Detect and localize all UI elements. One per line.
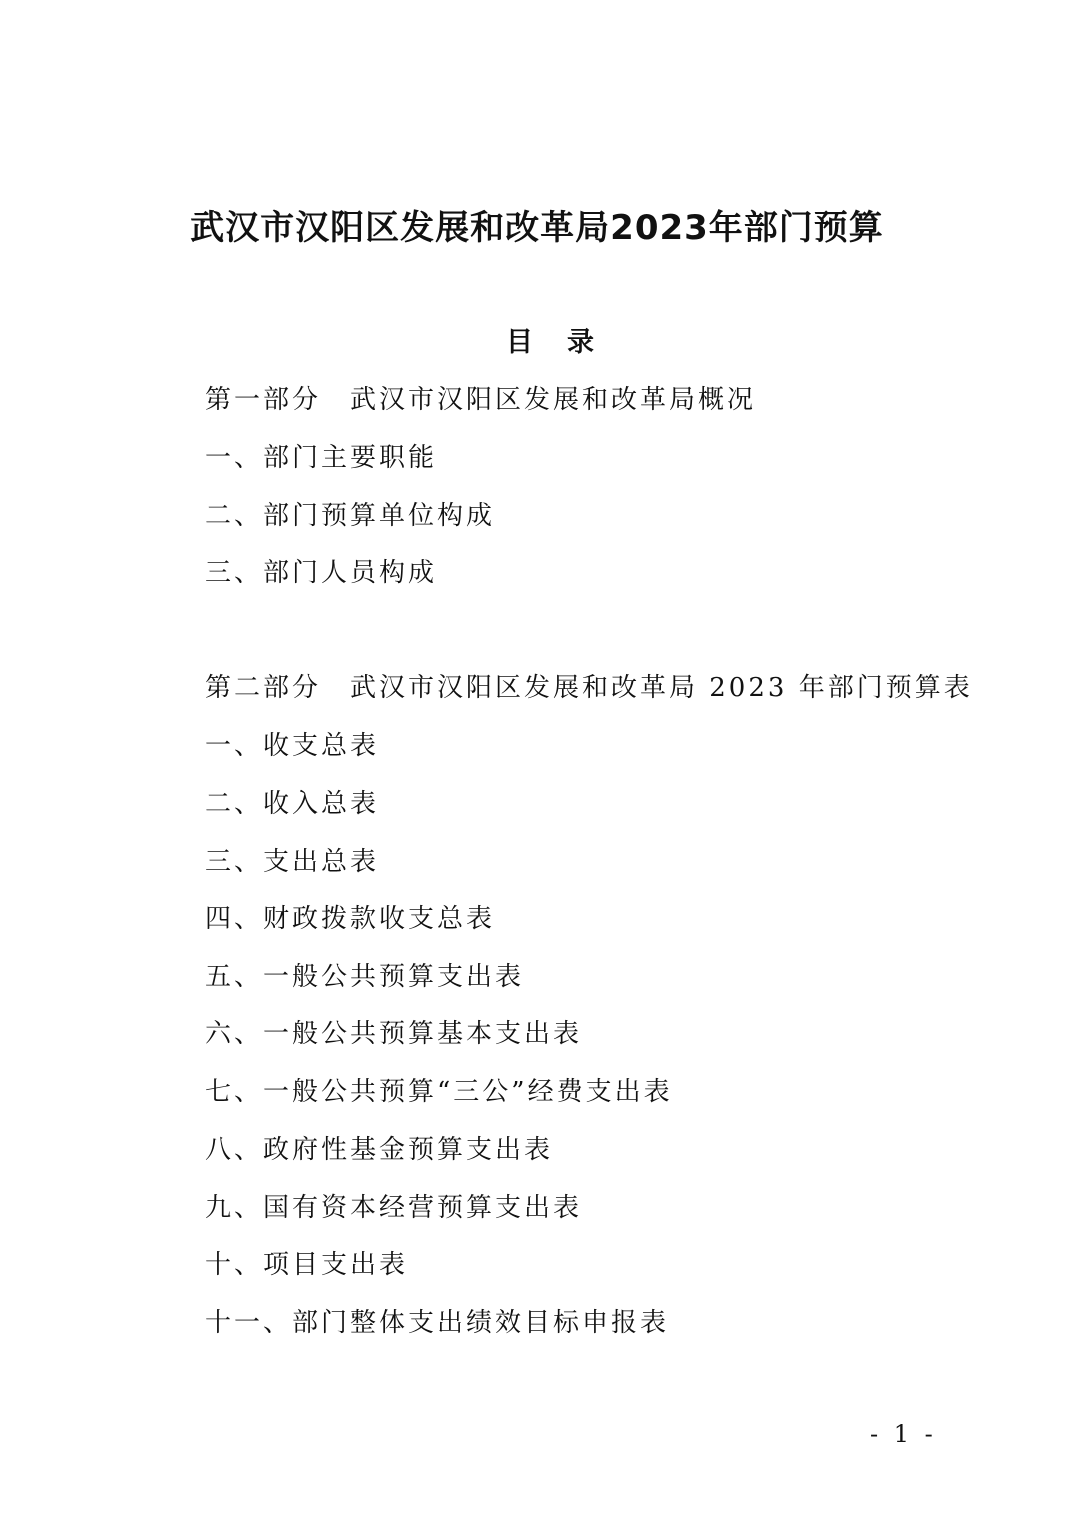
part2-item: 九、国有资本经营预算支出表 [205,1193,583,1223]
toc-heading [0,323,1074,363]
part2-item: 三、支出总表 [205,847,380,877]
toc-heading-char-2: 录 [567,327,594,358]
part2-item: 七、一般公共预算“三公”经费支出表 [205,1077,673,1107]
part2-item: 六、一般公共预算基本支出表 [205,1019,583,1049]
page-number: - 1 - [870,1420,937,1448]
part1-item: 三、部门人员构成 [205,558,438,588]
part2-item: 一、收支总表 [205,731,380,761]
part1-heading: 第一部分 武汉市汉阳区发展和改革局概况 [205,385,757,415]
part2-item: 五、一般公共预算支出表 [205,962,525,992]
part2-item: 十、项目支出表 [205,1250,409,1280]
part2-item: 四、财政拨款收支总表 [205,904,496,934]
part2-item: 八、政府性基金预算支出表 [205,1135,554,1165]
part1-item: 二、部门预算单位构成 [205,501,496,531]
part2-heading: 第二部分 武汉市汉阳区发展和改革局 2023 年部门预算表 [205,673,973,703]
page-title: 武汉市汉阳区发展和改革局2023年部门预算 [190,208,884,248]
part1-item: 一、部门主要职能 [205,443,438,473]
toc-heading-char-1: 目 [506,327,533,358]
part2-item: 十一、部门整体支出绩效目标申报表 [205,1308,670,1338]
part2-item: 二、收入总表 [205,789,380,819]
